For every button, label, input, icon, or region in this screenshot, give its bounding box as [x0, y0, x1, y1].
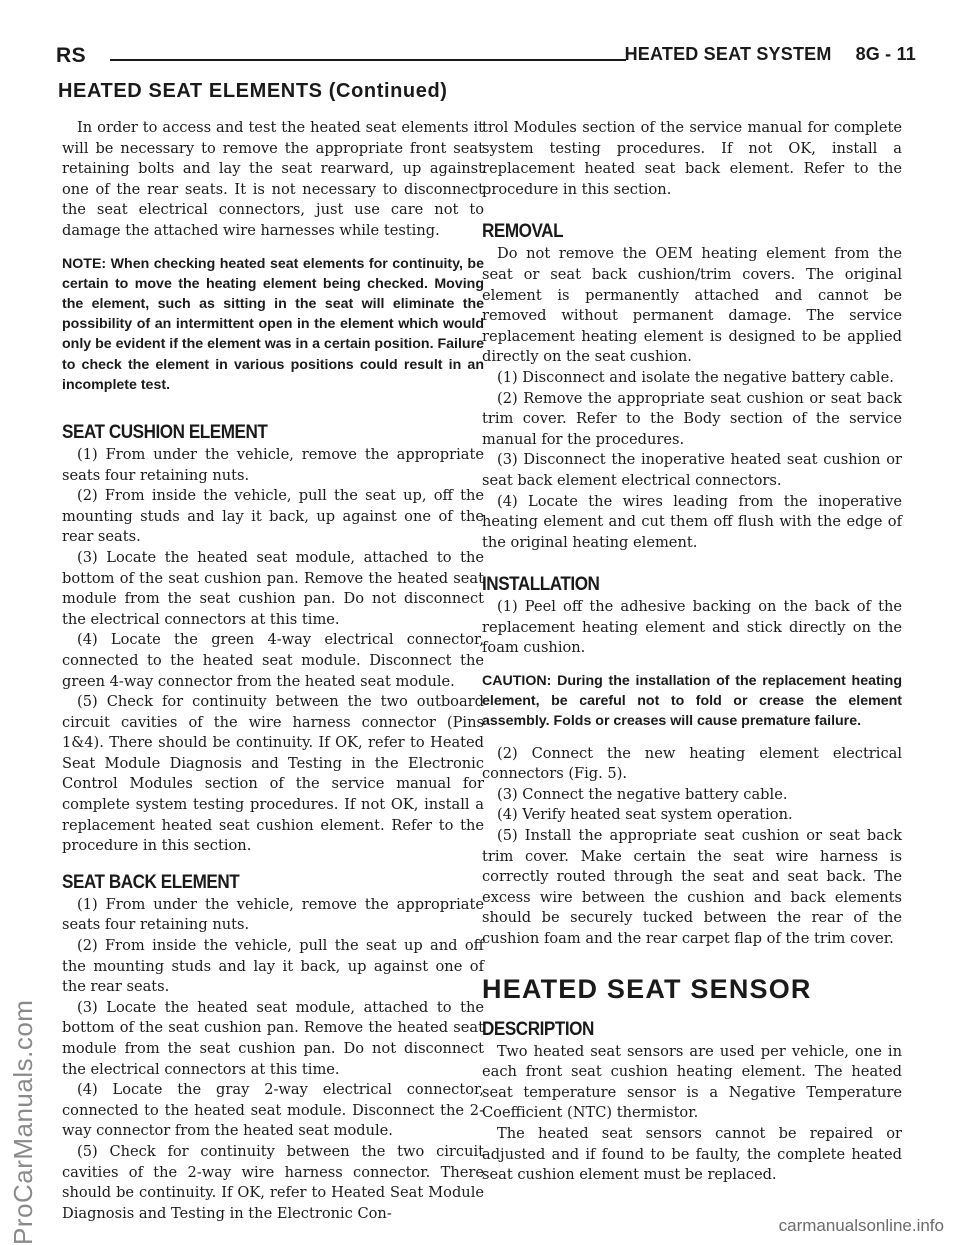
install-step-2: (2) Connect the new heating element electrical connectors (Fig. 5).: [482, 744, 902, 783]
cushion-step-3: (3) Locate the heated seat module, attached to the bottom of the seat cushion pan. Remove the heated seat module from the seat cushion pan. Do not disconnect the electrical connectors at this time.: [62, 548, 484, 628]
manual-code: RS: [56, 44, 87, 67]
removal-step-1: (1) Disconnect and isolate the negative battery cable.: [497, 368, 894, 386]
cushion-step-1: (1) From under the vehicle, remove the appropriate seats four retaining nuts.: [62, 445, 484, 484]
removal-step-4: (4) Locate the wires leading from the inoperative heating element and cut them off flush with the edge of the original heating element.: [482, 492, 902, 551]
back-step-3: (3) Locate the heated seat module, attached to the bottom of the seat cushion pan. Remove the heated seat module from the seat cushion pan. Do not disconnect the electrical connectors at this time.: [62, 998, 484, 1078]
side-watermark: ProCarManuals.com: [8, 999, 38, 1245]
heading-removal: REMOVAL: [482, 221, 564, 243]
heading-description: DESCRIPTION: [482, 1018, 594, 1040]
removal-intro: Do not remove the OEM heating element from the seat or seat back cushion/trim covers. The original element is permanently attached and cannot be removed without permanent damage. The service replacement heating element is designed to be applied directly on the seat cushion.: [482, 245, 902, 366]
intro-paragraph: In order to access and test the heated seat elements it will be necessary to remove the appropriate front seat retaining bolts and lay the seat rearward, up against one of the rear seats. It is not necessary to disconnect the seat electrical connectors, just use care not to damage the attached wire harnesses while testing.: [62, 119, 484, 239]
heading-heated-seat-sensor: HEATED SEAT SENSOR: [482, 973, 812, 1004]
removal-step-2: (2) Remove the appropriate seat cushion or seat back trim cover. Refer to the Body section of the service manual for the procedures.: [482, 389, 902, 448]
header-rule: [110, 59, 626, 61]
continuation-paragraph: trol Modules section of the service manual for complete system testing procedures. If not OK, install a replacement heated seat back element. Refer to the procedure in this section.: [482, 119, 902, 198]
install-step-1: (1) Peel off the adhesive backing on the back of the replacement heating element and stick directly on the foam cushion.: [482, 598, 902, 657]
heading-seat-cushion-element: SEAT CUSHION ELEMENT: [62, 421, 268, 443]
install-step-4: (4) Verify heated seat system operation.: [497, 806, 793, 824]
note-paragraph: NOTE: When checking heated seat elements for continuity, be certain to move the heating element being checked. Moving the element, such as sitting in the seat will eliminate the possibility of an intermittent open in the element which would only be evident if the element was in a certain position. Failure to check the element in various positions could result in an incomplete test.: [62, 255, 484, 393]
back-step-1: (1) From under the vehicle, remove the appropriate seats four retaining nuts.: [62, 895, 484, 934]
left-column: [62, 118, 484, 1224]
cushion-step-4: (4) Locate the green 4-way electrical connector, connected to the heated seat module. Disconnect the green 4-way connector from the heated seat module.: [62, 631, 484, 690]
caution-paragraph: CAUTION: During the installation of the replacement heating element, be careful not to fold or crease the element assembly. Folds or creases will cause premature failure.: [482, 673, 902, 730]
header-title: HEATED SEAT SYSTEM: [624, 44, 832, 64]
page-number: 8G - 11: [855, 44, 916, 64]
description-paragraph-2: The heated seat sensors cannot be repaired or adjusted and if found to be faulty, the complete heated seat cushion element must be replaced.: [482, 1124, 902, 1184]
cushion-step-2: (2) From inside the vehicle, pull the seat up, off the mounting studs and lay it back, up against one of the rear seats.: [62, 487, 484, 546]
description-paragraph-1: Two heated seat sensors are used per vehicle, one in each front seat cushion heating element. The heated seat temperature sensor is a Negative Temperature Coefficient (NTC) thermistor.: [482, 1042, 902, 1122]
install-step-5: (5) Install the appropriate seat cushion or seat back trim cover. Make certain the seat wire harness is correctly routed through the seat and seat back. The excess wire between the cushion and back elements should be securely tucked between the rear of the cushion foam and the rear carpet flap of the trim cover.: [482, 827, 902, 948]
back-step-4: (4) Locate the gray 2-way electrical connector, connected to the heated seat module. Disconnect the 2-way connector from the heated seat module.: [62, 1081, 484, 1140]
back-step-5: (5) Check for continuity between the two circuit cavities of the 2-way wire harness connector. There should be continuity. If OK, refer to Heated Seat Module Diagnosis and Testing in the Electronic Con-: [62, 1142, 484, 1222]
heading-installation: INSTALLATION: [482, 574, 600, 596]
footer-watermark: carmanualsonline.info: [778, 1216, 944, 1235]
section-continued-title: HEATED SEAT ELEMENTS (Continued): [58, 80, 448, 102]
install-step-3: (3) Connect the negative battery cable.: [497, 785, 788, 803]
removal-step-3: (3) Disconnect the inoperative heated seat cushion or seat back element electrical connectors.: [482, 451, 902, 489]
cushion-step-5: (5) Check for continuity between the two outboard circuit cavities of the wire harness connector (Pins 1&4). There should be continuity. If OK, refer to Heated Seat Module Diagnosis and Testing in the Electronic Control Modules section of the service manual for complete system testing procedures. If not OK, install a replacement heated seat cushion element. Refer to the procedure in this section.: [62, 693, 484, 855]
page-header: [56, 44, 916, 76]
right-column: [482, 118, 902, 1186]
heading-seat-back-element: SEAT BACK ELEMENT: [62, 871, 240, 893]
header-title-block: [601, 44, 916, 65]
back-step-2: (2) From inside the vehicle, pull the seat up and off the mounting studs and lay it back, up against one of the rear seats.: [62, 937, 484, 996]
